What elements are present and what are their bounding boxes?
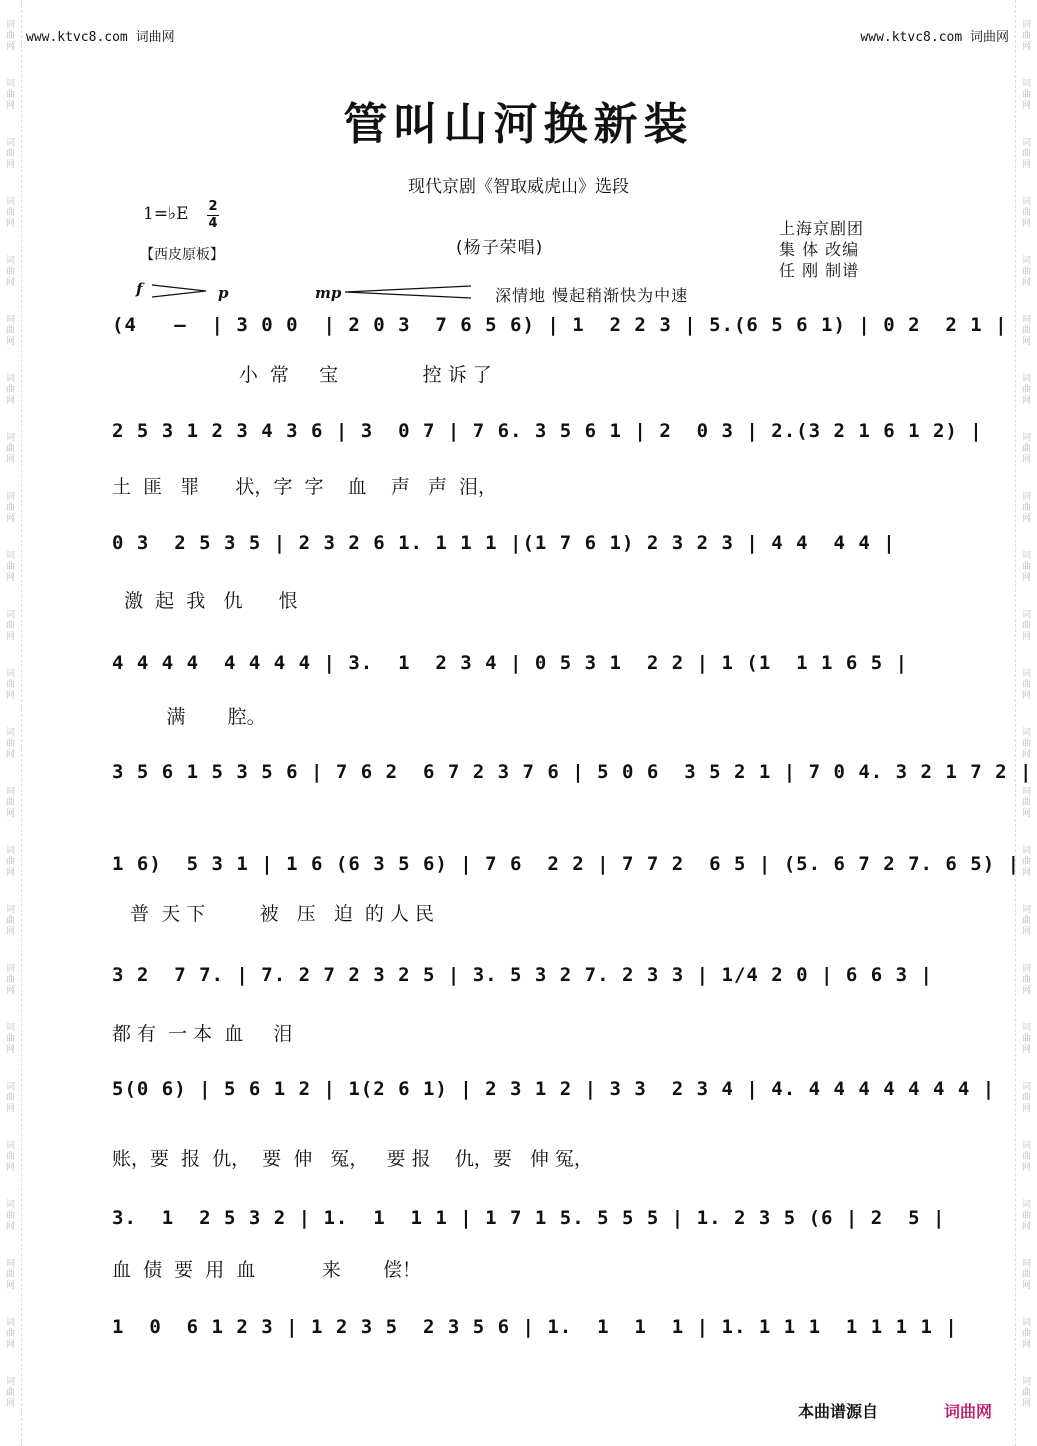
- left-watermark-strip: [0, 0, 22, 1446]
- watermark-text: 词曲网: [1021, 1377, 1031, 1409]
- lyrics-line: 小 常 宝 控 诉 了: [112, 364, 492, 386]
- watermark-text: 词曲网: [1021, 256, 1031, 288]
- notation-line: 3 2 7 7. | 7. 2 7 2 3 2 5 | 3. 5 3 2 7. 2 3 3 | 1/4 2 0 | 6 6 3 |: [112, 964, 933, 986]
- tempo-marking: 深情地 慢起稍渐快为中速: [495, 286, 689, 305]
- watermark-text: 词曲网: [1021, 138, 1031, 170]
- key-signature: 1=♭E: [143, 204, 189, 224]
- watermark-text: 词曲网: [5, 20, 15, 52]
- watermark-text: 词曲网: [1021, 1082, 1031, 1114]
- notation-line: 4 4 4 4 4 4 4 4 | 3. 1 2 3 4 | 0 5 3 1 2 2 | 1 (1 1 1 6 5 |: [112, 652, 909, 674]
- lyrics-line: 都 有 一 本 血 泪: [112, 1023, 293, 1045]
- watermark-text: 词曲网: [5, 846, 15, 878]
- watermark-text: 词曲网: [5, 905, 15, 937]
- notation-line: 3. 1 2 5 3 2 | 1. 1 1 1 | 1 7 1 5. 5 5 5 | 1. 2 3 5 (6 | 2 5 |: [112, 1207, 946, 1229]
- singer-label: (杨子荣唱): [456, 238, 544, 258]
- watermark-text: 词曲网: [1021, 197, 1031, 229]
- watermark-text: 词曲网: [5, 492, 15, 524]
- watermark-text: 词曲网: [1021, 669, 1031, 701]
- watermark-text: 词曲网: [5, 374, 15, 406]
- lyrics-line: 激 起 我 仇 恨: [112, 590, 298, 612]
- watermark-text: 词曲网: [5, 1200, 15, 1232]
- notation-line: 1 0 6 1 2 3 | 1 2 3 5 2 3 5 6 | 1. 1 1 1 | 1. 1 1 1 1 1 1 1 |: [112, 1316, 958, 1338]
- watermark-text: 词曲网: [5, 79, 15, 111]
- time-signature-bottom: 4: [208, 216, 218, 231]
- watermark-text: 词曲网: [5, 315, 15, 347]
- watermark-text: 词曲网: [1021, 787, 1031, 819]
- watermark-text: 词曲网: [1021, 20, 1031, 52]
- credits: [779, 218, 864, 281]
- notation-line: 3 5 6 1 5 3 5 6 | 7 6 2 6 7 2 3 7 6 | 5 0 6 3 5 2 1 | 7 0 4. 3 2 1 7 2 |: [112, 761, 1033, 783]
- notation-line: 5(0 6) | 5 6 1 2 | 1(2 6 1) | 2 3 1 2 | 3 3 2 3 4 | 4. 4 4 4 4 4 4 4 |: [112, 1078, 996, 1100]
- credit-line: 上海京剧团: [779, 219, 865, 238]
- lyrics-line: 满 腔。: [112, 706, 266, 728]
- watermark-text: 词曲网: [1021, 964, 1031, 996]
- time-signature-top: 2: [208, 199, 218, 214]
- watermark-text: 词曲网: [1021, 1141, 1031, 1173]
- notation-line: 0 3 2 5 3 5 | 2 3 2 6 1. 1 1 1 |(1 7 6 1) 2 3 2 3 | 4 4 4 4 |: [112, 532, 896, 554]
- notation-line: (4 – | 3 0 0 | 2 0 3 7 6 5 6) | 1 2 2 3 | 5.(6 5 6 1) | 0 2 2 1 |: [112, 314, 1008, 336]
- watermark-text: 词曲网: [1021, 846, 1031, 878]
- time-signature: [207, 200, 219, 231]
- watermark-text: 词曲网: [5, 787, 15, 819]
- watermark-text: 词曲网: [1021, 1318, 1031, 1350]
- dynamic-piano: p: [218, 284, 229, 302]
- watermark-text: 词曲网: [1021, 315, 1031, 347]
- watermark-text: 词曲网: [1021, 492, 1031, 524]
- watermark-text: 词曲网: [5, 551, 15, 583]
- lyrics-line: 土 匪 罪 状，字 字 血 声 声 泪，: [112, 476, 498, 498]
- watermark-text: 词曲网: [5, 669, 15, 701]
- decrescendo-hairpin: [150, 283, 208, 299]
- watermark-text: 词曲网: [1021, 551, 1031, 583]
- site-url-left[interactable]: www.ktvc8.com 词曲网: [26, 30, 175, 45]
- credit-line: 任 刚 制谱: [779, 261, 860, 280]
- watermark-text: 词曲网: [5, 138, 15, 170]
- watermark-text: 词曲网: [5, 1082, 15, 1114]
- footer-logo-link[interactable]: 词曲网: [944, 1402, 993, 1421]
- watermark-text: 词曲网: [5, 610, 15, 642]
- lyrics-line: 血 债 要 用 血 来 偿！: [112, 1259, 422, 1281]
- watermark-text: 词曲网: [1021, 1200, 1031, 1232]
- watermark-text: 词曲网: [5, 433, 15, 465]
- site-url-right[interactable]: www.ktvc8.com 词曲网: [860, 30, 1009, 45]
- watermark-text: 词曲网: [1021, 79, 1031, 111]
- song-subtitle: 现代京剧《智取威虎山》选段: [408, 177, 629, 197]
- watermark-text: 词曲网: [1021, 610, 1031, 642]
- watermark-text: 词曲网: [5, 1259, 15, 1291]
- lyrics-line: 账，要 报 仇， 要 伸 冤， 要 报 仇，要 伸 冤，: [112, 1148, 593, 1170]
- watermark-text: 词曲网: [5, 1023, 15, 1055]
- watermark-text: 词曲网: [1021, 433, 1031, 465]
- dynamic-mezzo-piano: mp: [315, 284, 342, 302]
- watermark-text: 词曲网: [5, 964, 15, 996]
- notation-line: 1 6) 5 3 1 | 1 6 (6 3 5 6) | 7 6 2 2 | 7 7 2 6 5 | (5. 6 7 2 7. 6 5) |: [112, 853, 1021, 875]
- credit-line: 集 体 改编: [779, 240, 860, 259]
- crescendo-hairpin: [343, 284, 473, 300]
- watermark-text: 词曲网: [5, 1318, 15, 1350]
- watermark-text: 词曲网: [1021, 1259, 1031, 1291]
- footer-source-label: 本曲谱源自: [798, 1402, 879, 1421]
- notation-line: 2 5 3 1 2 3 4 3 6 | 3 0 7 | 7 6. 3 5 6 1 | 2 0 3 | 2.(3 2 1 6 1 2) |: [112, 420, 983, 442]
- lyrics-line: 普 天 下 被 压 迫 的 人 民: [112, 903, 434, 925]
- watermark-text: 词曲网: [1021, 374, 1031, 406]
- watermark-text: 词曲网: [1021, 728, 1031, 760]
- watermark-text: 词曲网: [5, 256, 15, 288]
- watermark-text: 词曲网: [1021, 1023, 1031, 1055]
- watermark-text: 词曲网: [5, 1377, 15, 1409]
- watermark-text: 词曲网: [1021, 905, 1031, 937]
- watermark-text: 词曲网: [5, 728, 15, 760]
- watermark-text: 词曲网: [5, 1141, 15, 1173]
- song-title: 管叫山河换新装: [343, 99, 694, 150]
- watermark-text: 词曲网: [5, 197, 15, 229]
- banzi-label: 【西皮原板】: [140, 247, 224, 263]
- dynamic-forte: f: [136, 280, 143, 298]
- right-watermark-strip: [1015, 0, 1037, 1446]
